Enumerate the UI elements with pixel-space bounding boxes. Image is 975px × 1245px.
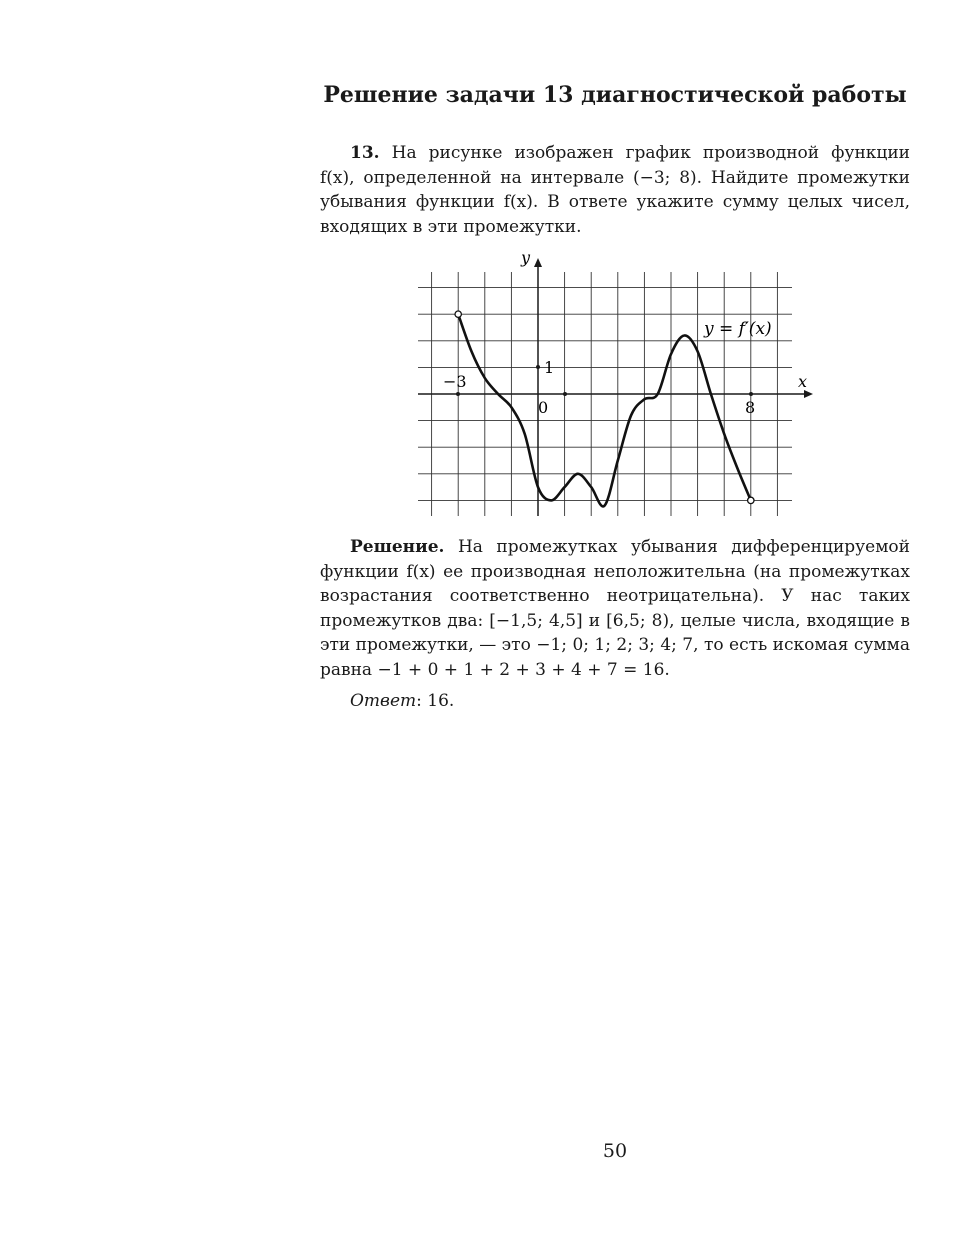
- answer-line: [320, 689, 910, 714]
- page-number: 50: [602, 1140, 628, 1162]
- derivative-graph: [400, 250, 820, 529]
- y-axis-label: y: [521, 250, 531, 267]
- tick-label-neg3: −3: [443, 372, 467, 391]
- open-endpoint: [748, 497, 754, 503]
- endpoints: [455, 311, 754, 504]
- solution-text: На промежутках убывания дифференцируемой функции f(x) ее производная неположительна (на промежутках возрастания соответственно неотрицательна). У нас таких промежутков два: [−1,5; 4,5] и [6,5; 8), целые числа, входящие в эти промежутки, — это −1; 0; 1; 2; 3; 4; 7, то есть искомая сумма равна −1 + 0 + 1 + 2 + 3 + 4 + 7 = 16.: [320, 537, 911, 680]
- problem-statement: [320, 141, 910, 239]
- graph-svg: [400, 250, 820, 525]
- y-axis-arrow: [534, 258, 542, 267]
- axes: [418, 258, 813, 516]
- problem-text: На рисунке изображен график производной функции f(x), определенной на интервале (−3; 8). Найдите промежутки убывания функции f(x). В ответе укажите сумму целых чисел, входящих в эти промежутки.: [320, 143, 910, 237]
- solution-paragraph: [320, 535, 910, 682]
- answer-label: Ответ: [350, 691, 417, 711]
- tick-dot-neg3: [456, 392, 460, 396]
- answer-value: : 16.: [416, 691, 455, 711]
- tick-dot-x1: [563, 392, 567, 396]
- tick-label-8: 8: [745, 398, 756, 417]
- x-axis-label: x: [798, 372, 808, 391]
- curve-label: y = f′(x): [704, 319, 772, 339]
- open-endpoint: [455, 311, 461, 317]
- solution-label: Решение.: [350, 537, 445, 557]
- page-title: Решение задачи 13 диагностической работы: [323, 82, 907, 108]
- tick-dot-8: [749, 392, 753, 396]
- tick-label-0: 0: [538, 398, 549, 417]
- tick-dot-1: [536, 365, 540, 369]
- tick-label-1: 1: [544, 358, 555, 377]
- problem-number: 13.: [350, 143, 380, 163]
- derivative-curve: [458, 314, 751, 506]
- x-axis-arrow: [804, 390, 813, 398]
